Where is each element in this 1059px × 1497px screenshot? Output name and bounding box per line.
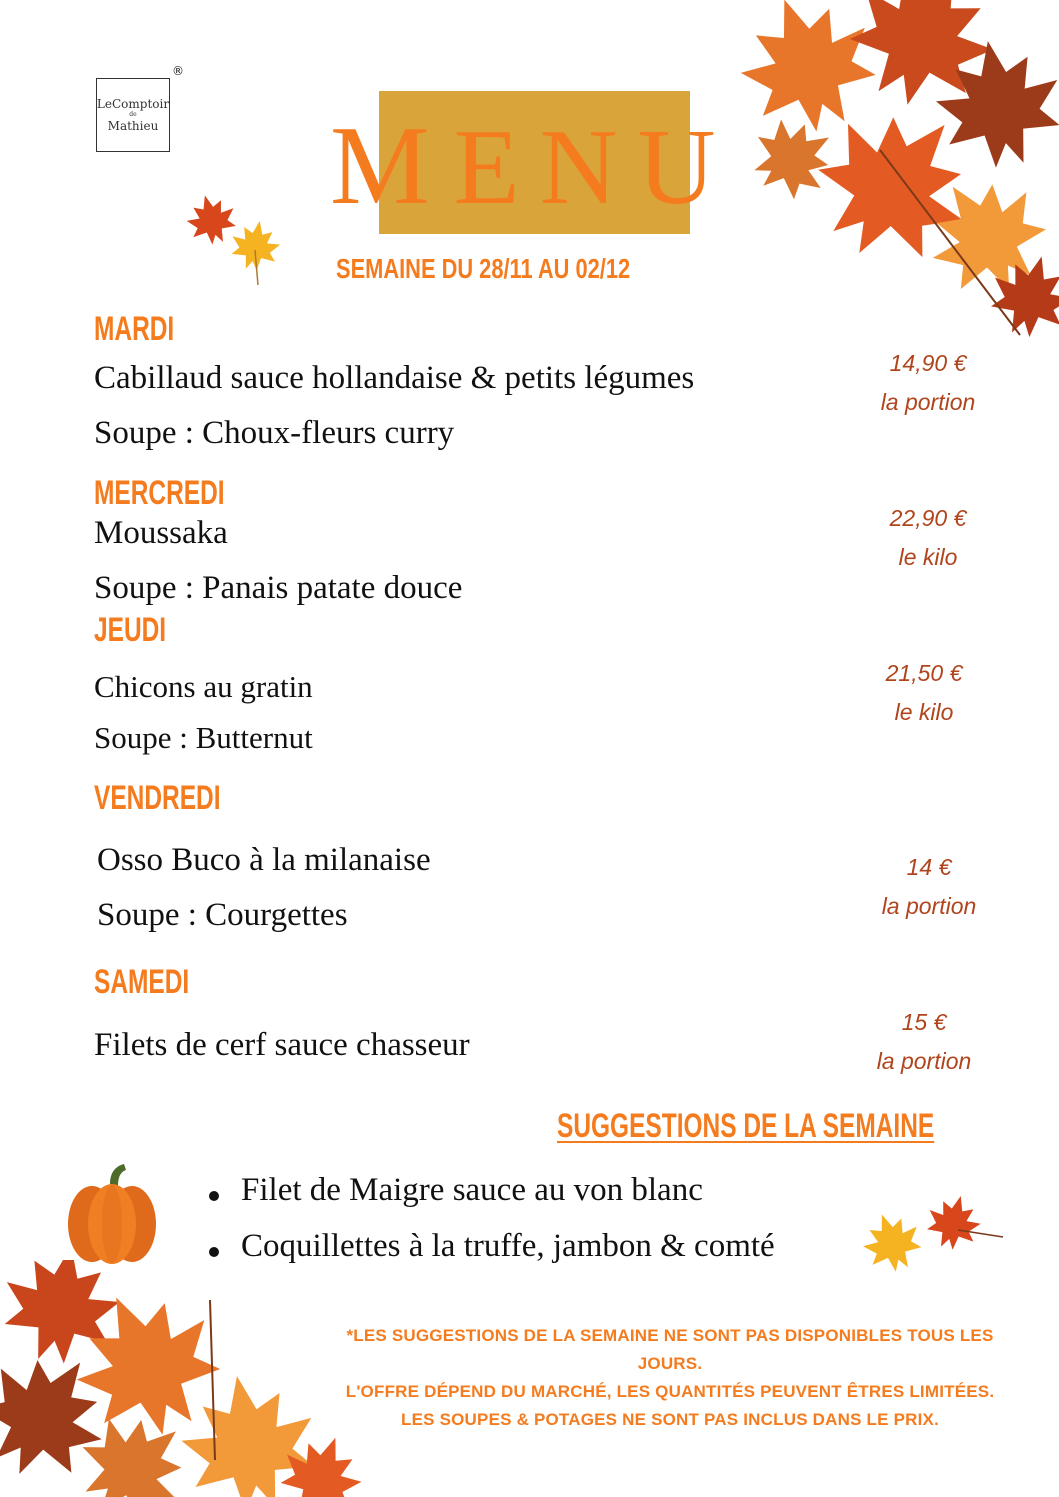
- price-value: 14,90 €: [889, 350, 967, 376]
- dish-vendredi: Osso Buco à la milanaise: [97, 842, 431, 878]
- logo-line-2: de: [129, 111, 137, 118]
- price-value: 21,50 €: [885, 660, 963, 686]
- list-item: Coquillettes à la truffe, jambon & comté: [205, 1228, 775, 1284]
- maple-leaf-icon: [180, 190, 290, 290]
- footnote-line: L'OFFRE DÉPEND DU MARCHÉ, LES QUANTITÉS PEUVENT ÊTRES LIMITÉES.: [345, 1382, 995, 1401]
- suggestions-title: SUGGESTIONS DE LA SEMAINE: [557, 1107, 935, 1145]
- page-title: [330, 104, 740, 228]
- day-heading-jeudi: JEUDI: [94, 611, 167, 649]
- day-heading-samedi: SAMEDI: [94, 963, 190, 1001]
- title-first-letter: M: [330, 104, 454, 228]
- dish-jeudi: Chicons au gratin: [94, 669, 313, 704]
- price-value: 14 €: [906, 854, 952, 880]
- logo-line-3: Mathieu: [107, 119, 159, 133]
- week-range: SEMAINE DU 28/11 AU 02/12: [336, 253, 631, 284]
- price-vendredi: [829, 848, 1029, 926]
- soup-mercredi: Soupe : Panais patate douce: [94, 570, 463, 606]
- day-heading-mercredi: MERCREDI: [94, 474, 225, 512]
- price-value: 15 €: [901, 1009, 947, 1035]
- footnote-line: LES SOUPES & POTAGES NE SONT PAS INCLUS DANS LE PRIX.: [401, 1410, 939, 1429]
- logo-line-1: LeComptoir: [96, 97, 170, 111]
- price-unit: le kilo: [898, 544, 958, 570]
- title-rest: ENU: [453, 108, 736, 227]
- dish-samedi: Filets de cerf sauce chasseur: [94, 1027, 470, 1063]
- price-mardi: [828, 344, 1028, 422]
- dish-mardi: Cabillaud sauce hollandaise & petits légumes: [94, 360, 695, 396]
- list-item: Filet de Maigre sauce au von blanc: [205, 1172, 775, 1228]
- pumpkin-icon: [62, 1162, 162, 1266]
- footnote: [310, 1322, 1030, 1434]
- registered-mark: ®: [172, 64, 184, 78]
- soup-vendredi: Soupe : Courgettes: [97, 897, 348, 933]
- footnote-line: JOURS.: [637, 1354, 703, 1373]
- soup-jeudi: Soupe : Butternut: [94, 720, 313, 755]
- price-unit: la portion: [880, 389, 976, 415]
- footnote-line: *LES SUGGESTIONS DE LA SEMAINE NE SONT PAS DISPONIBLES TOUS LES: [346, 1326, 994, 1345]
- brand-logo: [96, 78, 170, 152]
- price-value: 22,90 €: [889, 505, 967, 531]
- soup-mardi: Soupe : Choux-fleurs curry: [94, 415, 455, 451]
- price-unit: le kilo: [894, 699, 954, 725]
- price-unit: la portion: [881, 893, 977, 919]
- price-mercredi: [828, 499, 1028, 577]
- autumn-leaves-top-right: [730, 0, 1059, 345]
- dish-mercredi: Moussaka: [94, 515, 228, 551]
- price-jeudi: [824, 654, 1024, 732]
- day-heading-vendredi: VENDREDI: [94, 779, 221, 817]
- maple-leaf-icon: [858, 1195, 1008, 1285]
- day-heading-mardi: MARDI: [94, 310, 175, 348]
- price-unit: la portion: [876, 1048, 972, 1074]
- price-samedi: [824, 1003, 1024, 1081]
- suggestions-list: [205, 1172, 775, 1284]
